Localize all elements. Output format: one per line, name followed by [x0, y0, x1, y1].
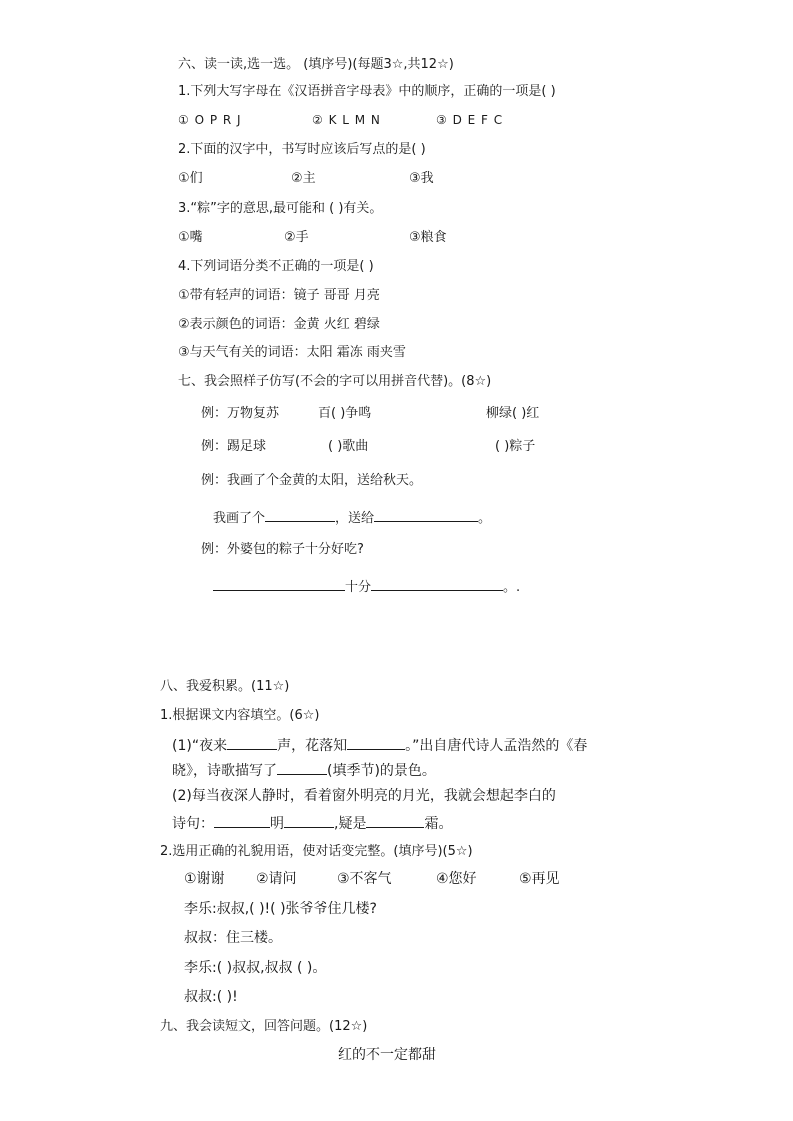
- q1-option-3: ③ D E F C: [436, 113, 504, 127]
- poem-fill-line-4: [172, 813, 452, 833]
- courtesy-option-2: ②请问: [256, 871, 297, 887]
- blank-line[interactable]: [227, 735, 277, 750]
- section8-sub1-title: 1.根据课文内容填空。(6☆): [160, 708, 320, 723]
- blank-line[interactable]: [213, 576, 345, 591]
- text-segment: 晓》，诗歌描写了: [172, 763, 277, 779]
- q2-option-3: ③我: [409, 171, 434, 186]
- dialog-line-1: 李乐:叔叔,( )!( )张爷爷住几楼?: [184, 901, 377, 917]
- example-2: 例：踢足球: [201, 439, 267, 454]
- poem-fill-line-3: (2)每当夜深人静时，看着窗外明亮的月光，我就会想起李白的: [172, 788, 556, 804]
- dialog-line-3: 李乐:( )叔叔,叔叔 ( )。: [184, 960, 327, 976]
- courtesy-option-5: ⑤再见: [519, 871, 560, 887]
- text-segment: 声，花落知: [277, 738, 348, 754]
- text-segment: ,疑是: [334, 816, 367, 832]
- example-3-fill-line: [213, 507, 491, 528]
- blank-line[interactable]: [366, 813, 424, 828]
- courtesy-option-3: ③不客气: [337, 871, 392, 887]
- example-4-fill-line: [213, 576, 520, 597]
- example-1-blank-b: 柳绿( )红: [486, 406, 540, 421]
- question-2-text: 2.下面的汉字中，书写时应该后写点的是( ): [178, 142, 426, 157]
- question-3-text: 3.“粽”字的意思,最可能和 ( )有关。: [178, 201, 383, 216]
- question-4-text: 4.下列词语分类不正确的一项是( ): [178, 259, 374, 274]
- text-segment: 霜。: [424, 816, 453, 832]
- q3-option-3: ③粮食: [409, 230, 447, 245]
- dialog-line-4: 叔叔:( )!: [184, 989, 238, 1005]
- section9-title: 九、我会读短文，回答问题。(12☆): [160, 1019, 368, 1034]
- section8-title: 八、我爱积累。(11☆): [160, 679, 290, 694]
- blank-line[interactable]: [277, 760, 327, 775]
- example-2-blank-a: ( )歌曲: [328, 439, 369, 454]
- example-3: 例：我画了个金黄的太阳，送给秋天。: [201, 473, 423, 488]
- example-2-blank-b: ( )粽子: [495, 439, 536, 454]
- blank-line[interactable]: [374, 507, 478, 522]
- text-segment: (填季节)的景色。: [327, 763, 436, 779]
- courtesy-option-1: ①谢谢: [184, 871, 225, 887]
- q4-option-1: ①带有轻声的词语：镜子 哥哥 月亮: [178, 288, 380, 303]
- text-segment: 。”出自唐代诗人孟浩然的《春: [405, 738, 588, 754]
- text-segment: (1)“夜来: [172, 738, 228, 754]
- example-1: 例：万物复苏: [201, 406, 280, 421]
- q1-option-1: ① O P R J: [178, 113, 242, 127]
- text-segment: 明: [270, 816, 284, 832]
- example-1-blank-a: 百( )争鸣: [318, 406, 372, 421]
- fill-end: 。.: [503, 580, 521, 595]
- fill-mid: 十分: [345, 580, 372, 595]
- courtesy-option-4: ④您好: [436, 871, 477, 887]
- blank-line[interactable]: [284, 813, 334, 828]
- example-4: 例：外婆包的粽子十分好吃?: [201, 542, 364, 557]
- passage-title: 红的不一定都甜: [338, 1047, 436, 1063]
- dialog-line-2: 叔叔：住三楼。: [184, 930, 282, 946]
- blank-line[interactable]: [214, 813, 270, 828]
- blank-line[interactable]: [347, 735, 405, 750]
- q4-option-3: ③与天气有关的词语：太阳 霜冻 雨夹雪: [178, 345, 406, 360]
- fill-mid: ，送给: [335, 511, 375, 526]
- fill-end: 。: [478, 511, 492, 526]
- section6-title: 六、读一读,选一选。 (填序号)(每题3☆,共12☆): [178, 57, 454, 72]
- text-segment: 诗句：: [172, 816, 214, 832]
- section8-sub2-title: 2.选用正确的礼貌用语，使对话变完整。(填序号)(5☆): [160, 844, 473, 859]
- blank-line[interactable]: [265, 507, 335, 522]
- question-1-text: 1.下列大写字母在《汉语拼音字母表》中的顺序，正确的一项是( ): [178, 84, 556, 99]
- q3-option-1: ①嘴: [178, 230, 203, 245]
- section7-title: 七、我会照样子仿写(不会的字可以用拼音代替)。(8☆): [178, 374, 492, 389]
- blank-line[interactable]: [371, 576, 503, 591]
- q4-option-2: ②表示颜色的词语：金黄 火红 碧绿: [178, 317, 380, 332]
- fill-prefix: 我画了个: [213, 511, 266, 526]
- poem-fill-line-1: [172, 735, 587, 755]
- poem-fill-line-2: [172, 760, 436, 780]
- q2-option-2: ②主: [291, 171, 316, 186]
- q2-option-1: ①们: [178, 171, 203, 186]
- q3-option-2: ②手: [284, 230, 309, 245]
- q1-option-2: ② K L M N: [312, 113, 381, 127]
